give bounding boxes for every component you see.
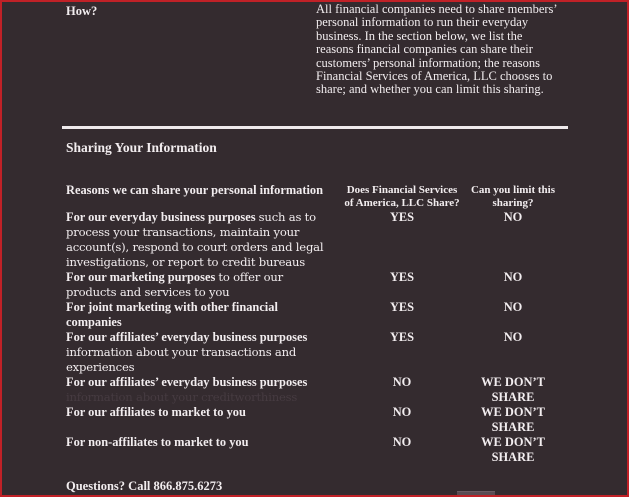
reason-rest: such as to process your transactions, maintain your account(s), respond to court orders and legal investigations, or report to credit bureaus — [66, 210, 324, 269]
table-row — [66, 375, 564, 405]
share-value: NO — [392, 405, 412, 419]
reason-bold: For non-affiliates to market to you — [66, 435, 249, 449]
reason-cell — [66, 375, 342, 405]
table-row — [66, 330, 564, 375]
section-title: Sharing Your Information — [66, 140, 217, 155]
scrollbar-thumb[interactable] — [457, 491, 495, 497]
reason-cell — [66, 405, 342, 420]
questions-line: Questions? Call 866.875.6273 — [66, 479, 223, 493]
reason-cell — [66, 300, 342, 330]
table-row — [66, 435, 564, 465]
how-label: How? — [66, 4, 98, 18]
reason-bold: For joint marketing with other financial companies — [66, 300, 278, 329]
how-paragraph: All financial companies need to share members’ personal information to run their everyday business. In the section below, we list the reasons financial companies can share their customers’ personal information; the reasons Financial Services of America, LLC chooses to share; and whether you can limit this sharing. — [316, 2, 557, 97]
table-row — [66, 270, 564, 300]
table-row — [66, 300, 564, 330]
reason-bold: For our affiliates’ everyday business purposes — [66, 330, 308, 344]
reason-rest: to offer our products and services to you — [66, 270, 283, 299]
limit-value: WE DON’T SHARE — [481, 435, 545, 464]
table-header-share: Does Financial Services of America, LLC Share? — [344, 184, 460, 209]
reason-cell — [66, 435, 342, 450]
sharing-table — [66, 183, 564, 465]
limit-value: WE DON’T SHARE — [481, 375, 545, 404]
limit-value: WE DON’T SHARE — [481, 405, 545, 434]
reason-rest-faded: information about your creditworthiness — [66, 390, 298, 404]
share-value: NO — [392, 375, 412, 389]
reason-cell — [66, 270, 342, 300]
reason-cell — [66, 330, 342, 375]
limit-value: NO — [503, 300, 523, 314]
section-divider — [62, 126, 568, 129]
share-value: YES — [389, 330, 415, 344]
table-header-limit: Can you limit this sharing? — [470, 184, 556, 209]
table-header-reasons: Reasons we can share your personal information — [66, 183, 323, 197]
reason-bold: For our marketing purposes — [66, 270, 216, 284]
reason-rest: information about your transactions and experiences — [66, 345, 297, 374]
share-value: NO — [392, 435, 412, 449]
share-value: YES — [389, 270, 415, 284]
reason-bold: For our affiliates’ everyday business purposes — [66, 375, 308, 389]
limit-value: NO — [503, 210, 523, 224]
reason-bold: For our affiliates to market to you — [66, 405, 246, 419]
reason-bold: For our everyday business purposes — [66, 210, 256, 224]
share-value: YES — [389, 210, 415, 224]
reason-cell — [66, 210, 342, 270]
table-row — [66, 405, 564, 435]
table-header-row — [66, 183, 564, 210]
table-row — [66, 210, 564, 270]
share-value: YES — [389, 300, 415, 314]
limit-value: NO — [503, 270, 523, 284]
limit-value: NO — [503, 330, 523, 344]
